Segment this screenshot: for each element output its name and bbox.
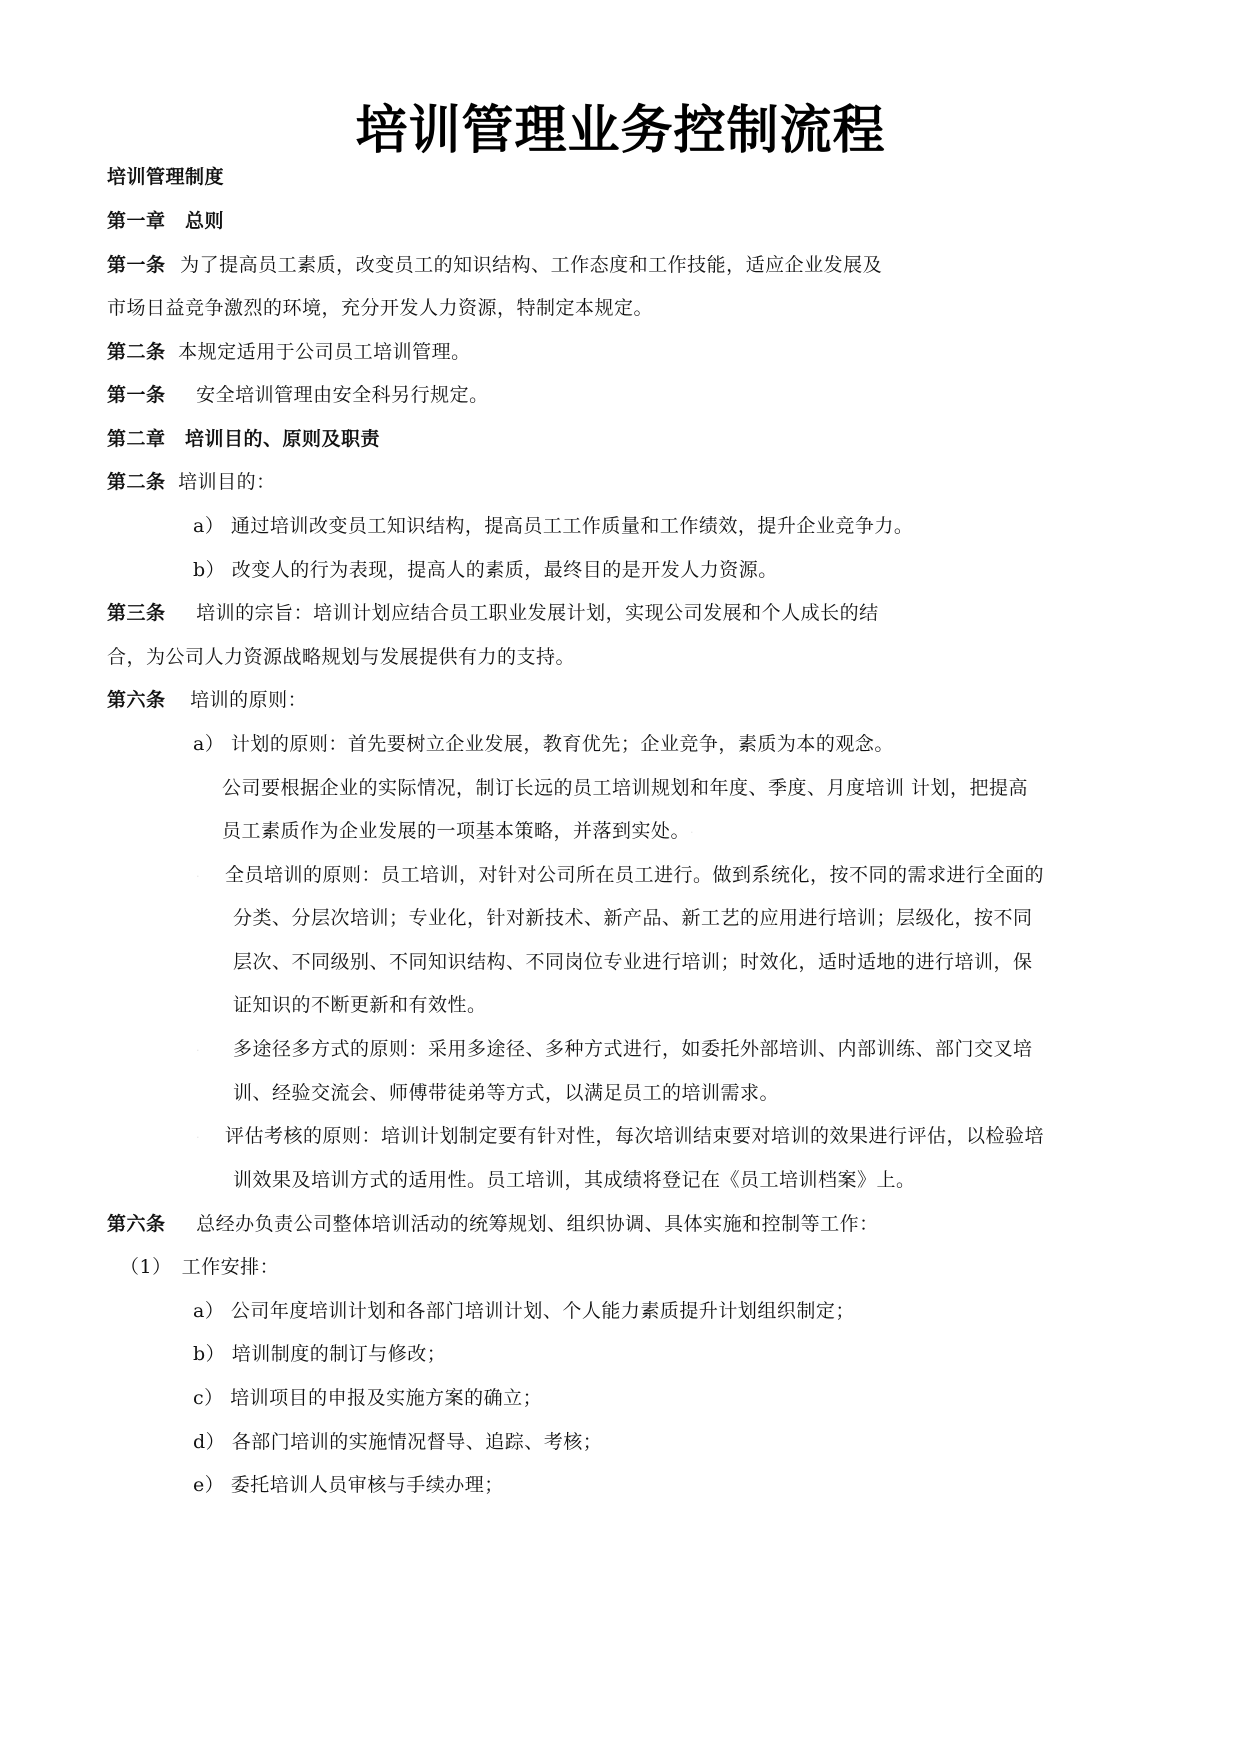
chapter-1-heading: 第一章 总则 [107, 210, 225, 232]
work-item-c: c） 培训项目的申报及实施方案的确立； [193, 1387, 543, 1409]
principle-d-line1: 评估考核的原则：培训计划制定要有针对性，每次培训结束要对培训的效果进行评估，以检验培 [225, 1125, 1045, 1147]
article-1-cont: 市场日益竞争激烈的环境，充分开发人力资源，特制定本规定。 [107, 297, 654, 319]
article-4 [107, 469, 276, 495]
principle-b-line4: 证知识的不断更新和有效性。 [233, 994, 487, 1016]
principle-a-line2: 公司要根据企业的实际情况，制订长远的员工培训规划和年度、季度、月度培训 计划，把提高 [222, 777, 1029, 799]
principle-d-line2: 训效果及培训方式的适用性。员工培训，其成绩将登记在《员工培训档案》上。 [233, 1169, 916, 1191]
article-1 [107, 252, 882, 278]
article-1-label: 第一条 [107, 254, 166, 276]
principle-c-line2: 训、经验交流会、师傅带徒弟等方式，以满足员工的培训需求。 [233, 1082, 780, 1104]
article-7-text: 总经办负责公司整体培训活动的统筹规划、组织协调、具体实施和控制等工作： [196, 1213, 879, 1235]
article-4-item-a: a） 通过培训改变员工知识结构，提高员工工作质量和工作绩效，提升企业竞争力。 [193, 515, 914, 537]
work-item-e: e） 委托培训人员审核与手续办理； [193, 1474, 504, 1496]
principle-a-line3: 员工素质作为企业发展的一项基本策略，并落到实处。 [222, 820, 691, 842]
article-2-label: 第二条 [107, 341, 166, 363]
article-2 [107, 339, 471, 365]
article-7-label: 第六条 [107, 1213, 166, 1235]
article-6-text: 培训的原则： [190, 689, 308, 711]
article-1-text: 为了提高员工素质，改变员工的知识结构、工作态度和工作技能，适应企业发展及 [180, 254, 883, 276]
article-2-text: 本规定适用于公司员工培训管理。 [178, 341, 471, 363]
article-3-text: 安全培训管理由安全科另行规定。 [196, 384, 489, 406]
article-5-text: 培训的宗旨：培训计划应结合员工职业发展计划，实现公司发展和个人成长的结 [196, 602, 879, 624]
article-5-label: 第三条 [107, 602, 166, 624]
work-arrangement-heading: （1） 工作安排： [120, 1256, 280, 1278]
article-3 [107, 382, 489, 408]
principle-b-line3: 层次、不同级别、不同知识结构、不同岗位专业进行培训；时效化，适时适地的进行培训，保 [233, 951, 1033, 973]
principle-b-line1: 全员培训的原则：员工培训，对针对公司所在员工进行。做到系统化，按不同的需求进行全面的 [225, 864, 1045, 886]
work-item-d: d） 各部门培训的实施情况督导、追踪、考核； [193, 1431, 603, 1453]
article-3-label: 第一条 [107, 384, 166, 406]
chapter-2-heading: 第二章 培训目的、原则及职责 [107, 428, 381, 450]
principle-c-line1: 多途径多方式的原则：采用多途径、多种方式进行，如委托外部培训、内部训练、部门交叉培 [233, 1038, 1033, 1060]
article-6 [107, 687, 307, 713]
article-6-label: 第六条 [107, 689, 166, 711]
article-5-cont: 合，为公司人力资源战略规划与发展提供有力的支持。 [107, 646, 576, 668]
article-7 [107, 1211, 879, 1237]
work-item-a: a） 公司年度培训计划和各部门培训计划、个人能力素质提升计划组织制定； [193, 1300, 855, 1322]
article-4-label: 第二条 [107, 471, 166, 493]
document-title: 培训管理业务控制流程 [355, 101, 886, 161]
faint-bullet-c: · [196, 1044, 200, 1057]
principle-b-line2: 分类、分层次培训；专业化，针对新技术、新产品、新工艺的应用进行培训；层级化，按不同 [233, 907, 1033, 929]
principle-a-line1: a） 计划的原则：首先要树立企业发展，教育优先；企业竞争，素质为本的观念。 [193, 733, 894, 755]
article-5 [107, 600, 879, 626]
work-item-b: b） 培训制度的制订与修改； [193, 1343, 447, 1365]
subtitle: 培训管理制度 [107, 166, 225, 188]
faint-bullet-d: · [196, 1131, 200, 1144]
article-4-text: 培训目的： [178, 471, 276, 493]
article-4-item-b: b） 改变人的行为表现，提高人的素质，最终目的是开发人力资源。 [193, 559, 778, 581]
faint-mark: · [690, 826, 694, 839]
faint-bullet-b: · [196, 870, 200, 883]
